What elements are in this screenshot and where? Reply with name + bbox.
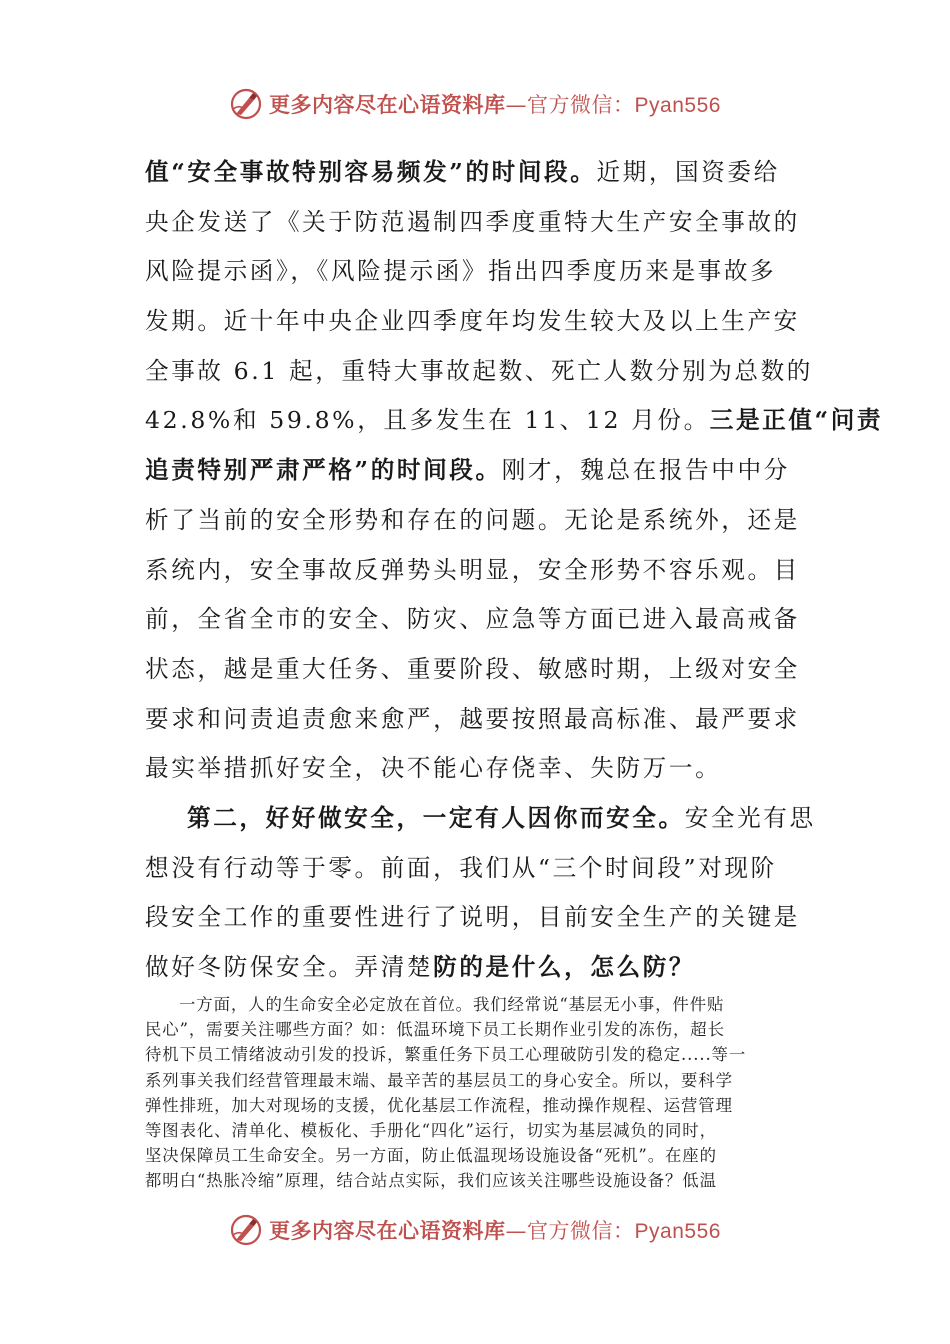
body-line: 析了当前的安全形势和存在的问题。无论是系统外，还是 <box>145 505 800 534</box>
body-line <box>145 943 805 993</box>
wechat-label: 官方微信： <box>527 93 635 117</box>
footer-banner <box>0 1208 950 1252</box>
wechat-label: 官方微信： <box>527 1219 635 1243</box>
body-line: 发期。近十年中央企业四季度年均发生较大及以上生产安 <box>145 307 800 336</box>
section-heading-text: 第二，好好做安全，一定有人因你而安全。 <box>187 803 685 832</box>
small-paragraph <box>145 992 807 1194</box>
body-line <box>145 794 816 844</box>
small-line: 民心”，需要关注哪些方面？如：低温环境下员工长期作业引发的冻伤，超长 <box>145 1020 725 1040</box>
header-banner-text <box>269 89 721 119</box>
body-text-span: 做好冬防保安全。弄清楚 <box>145 953 434 981</box>
site-name: 更多内容尽在心语资料库 <box>269 1219 506 1243</box>
body-line: 段安全工作的重要性进行了说明，目前安全生产的关键是 <box>145 903 800 932</box>
body-line: 系统内，安全事故反弹势头明显，安全形势不容乐观。目 <box>145 555 800 584</box>
emphasis-text: 防的是什么，怎么防？ <box>433 953 696 981</box>
pen-nib-logo-icon <box>229 87 263 121</box>
body-line: 想没有行动等于零。前面，我们从“三个时间段”对现阶 <box>145 853 777 882</box>
banner-separator: — <box>505 93 528 117</box>
body-line: 状态，越是重大任务、重要阶段、敏感时期，上级对安全 <box>145 654 800 683</box>
small-line: 都明白“热胀冷缩”原理，结合站点实际，我们应该关注哪些设施设备？低温 <box>145 1171 717 1191</box>
body-line: 风险提示函》，《风险提示函》指出四季度历来是事故多 <box>145 257 777 286</box>
body-line <box>145 396 884 446</box>
main-body-text <box>145 148 884 993</box>
emphasis-text: 三是正值“问责 <box>709 406 884 435</box>
small-line: 一方面，人的生命安全必定放在首位。我们经常说“基层无小事，件件贴 <box>179 995 725 1014</box>
emphasis-text: 值“安全事故特别容易频发”的时间段。 <box>145 158 597 186</box>
banner-separator: — <box>505 1219 528 1243</box>
body-line <box>145 148 805 198</box>
body-text-span: 近期，国资委给 <box>596 158 780 186</box>
wechat-id: Pyan556 <box>634 94 721 117</box>
body-line: 最实举措抓好安全，决不能心存侥幸、失防万一。 <box>145 754 722 783</box>
body-line: 全事故 6.1 起，重特大事故起数、死亡人数分别为总数的 <box>145 356 813 385</box>
site-name: 更多内容尽在心语资料库 <box>269 93 506 117</box>
body-text-span: 安全光有思 <box>684 803 816 832</box>
small-line: 等图表化、清单化、模板化、手册化“四化”运行，切实为基层减负的同时， <box>145 1120 717 1140</box>
body-text-span: 42.8%和 59.8%，且多发生在 11、12 月份。 <box>145 406 710 435</box>
small-line: 弹性排班，加大对现场的支援，优化基层工作流程，推动操作规程、运营管理 <box>145 1095 733 1115</box>
body-line: 央企发送了《关于防范遏制四季度重特大生产安全事故的 <box>145 207 800 236</box>
small-line: 系列事关我们经营管理最末端、最辛苦的基层员工的身心安全。所以，要科学 <box>145 1070 733 1090</box>
body-line: 前，全省全市的安全、防灾、应急等方面已进入最高戒备 <box>145 605 800 634</box>
small-line: 待机下员工情绪波动引发的投诉，繁重任务下员工心理破防引发的稳定.....等一 <box>145 1045 747 1065</box>
header-banner <box>0 82 950 126</box>
footer-banner-text <box>269 1215 721 1245</box>
body-line: 要求和问责追责愈来愈严，越要按照最高标准、最严要求 <box>145 704 800 733</box>
wechat-id: Pyan556 <box>634 1220 721 1243</box>
body-text-span: 刚才，魏总在报告中中分 <box>501 456 790 485</box>
emphasis-text: 追责特别严肃严格”的时间段。 <box>145 456 502 485</box>
small-line: 坚决保障员工生命安全。另一方面，防止低温现场设施设备“死机”。在座的 <box>145 1146 717 1166</box>
pen-nib-logo-icon <box>229 1213 263 1247</box>
body-line <box>145 446 805 496</box>
